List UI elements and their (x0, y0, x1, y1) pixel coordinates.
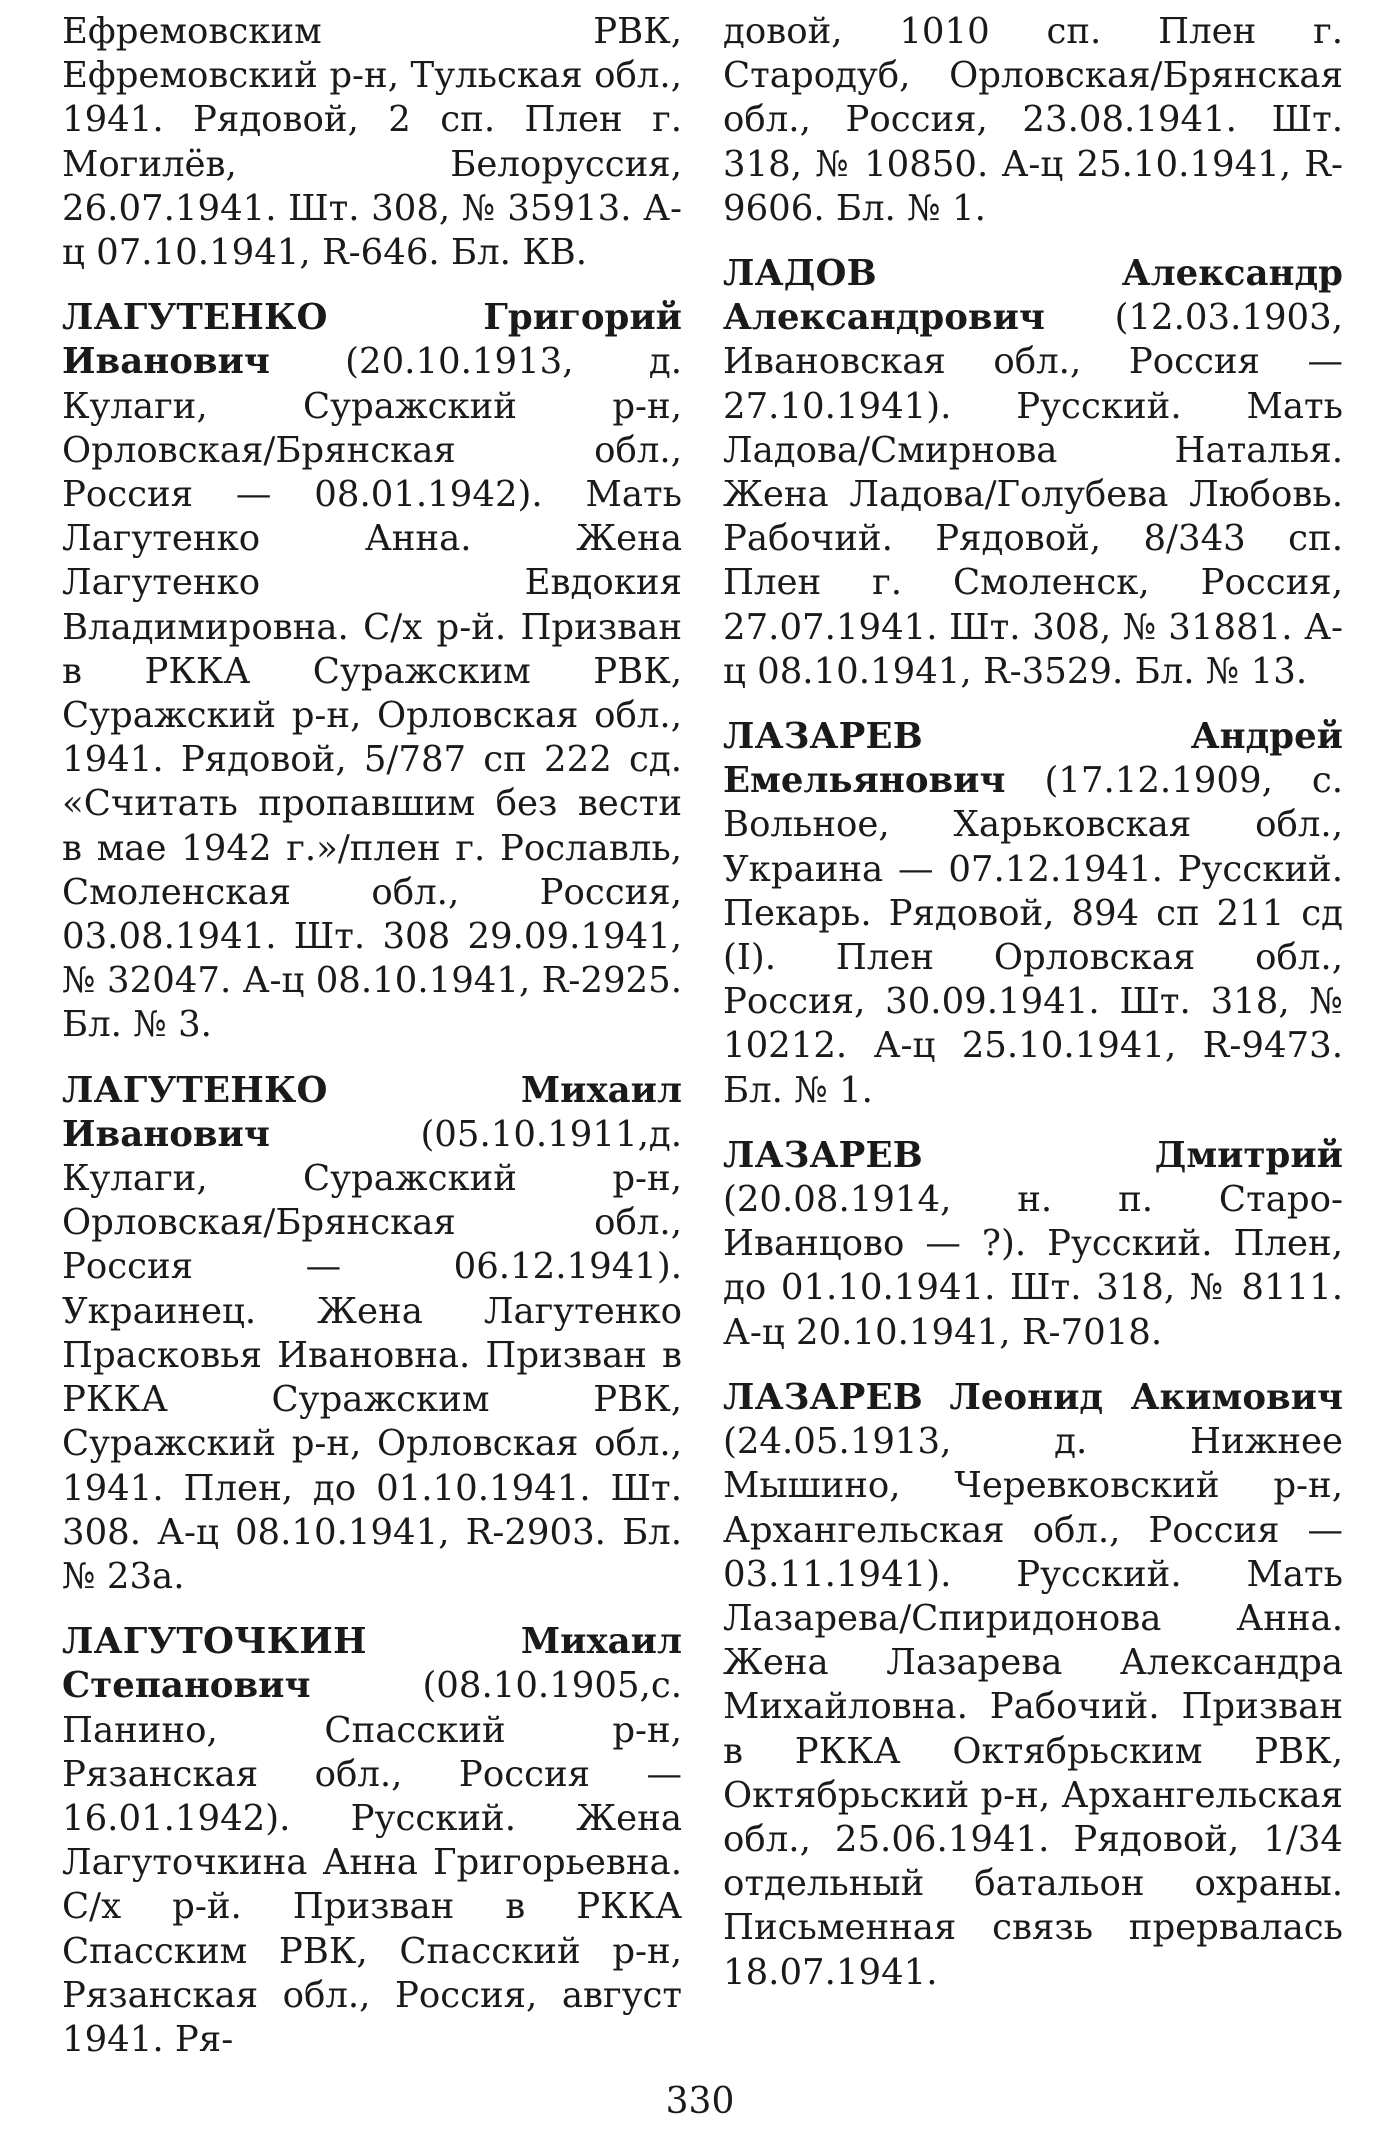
entry-text: (12.03.1903, Ивановская обл., Россия — 27.10.1941). Русский. Мать Ладова/Смирнова Наталья. Жена Ладова/Голубева Любовь. Рабочий. Рядовой, 8/343 сп. Плен г. Смоленск, Россия, 27.07.1941. Шт. 308, № 31881. А-ц 08.10.1941, R-3529. Бл. № 13. (723, 297, 1343, 692)
entry-given-name: Леонид Акимович (949, 1376, 1343, 1418)
entry-lazarev-andrey (723, 715, 1343, 1113)
entry-surname: ЛАЗАРЕВ (723, 1134, 923, 1176)
entry-continuation (62, 10, 682, 275)
entry-lagutochkin-mikhail (62, 1620, 682, 2062)
entry-given-name: Дмитрий (1154, 1134, 1343, 1176)
entry-surname: ЛАГУТОЧКИН (62, 1621, 367, 1663)
entry-surname: ЛАГУТЕНКО (62, 1069, 328, 1111)
right-column (723, 10, 1343, 2016)
entry-given-name: Михаил Степанович (62, 1621, 682, 1707)
entry-surname: ЛАДОВ (723, 253, 877, 295)
entry-surname: ЛАГУТЕНКО (62, 297, 328, 339)
entry-given-name: Григорий Иванович (62, 297, 682, 383)
entry-text: (24.05.1913, д. Нижнее Мышино, Черевковский р-н, Архангельская обл., Россия — 03.11.1941). Русский. Мать Лазарева/Спиридонова Анна. Жена Лазарева Александра Михайловна. Рабочий. Призван в РККА Октябрьским РВК, Октябрьский р-н, Архангельская обл., 25.06.1941. Рядовой, 1/34 отдельный батальон охраны. Письменная связь прервалась 18.07.1941. (723, 1421, 1343, 1993)
entry-surname: ЛАЗАРЕВ (723, 716, 923, 758)
entry-ladov-aleksandr (723, 252, 1343, 694)
entry-continuation (723, 10, 1343, 231)
entry-lagutenko-grigory (62, 296, 682, 1047)
entry-text: довой, 1010 сп. Плен г. Стародуб, Орловская/Брянская обл., Россия, 23.08.1941. Шт. 318, № 10850. А-ц 25.10.1941, R-9606. Бл. № 1. (723, 11, 1343, 229)
entry-text: Ефремовским РВК, Ефремовский р-н, Тульская обл., 1941. Рядовой, 2 сп. Плен г. Могилёв, Белоруссия, 26.07.1941. Шт. 308, № 35913. А-ц 07.10.1941, R-646. Бл. КВ. (62, 11, 682, 274)
entry-given-name: Михаил Иванович (62, 1069, 682, 1155)
left-column (62, 10, 682, 2083)
entry-text: (17.12.1909, с. Вольное, Харьковская обл., Украина — 07.12.1941. Русский. Пекарь. Рядовой, 894 сп 211 сд (I). Плен Орловская обл., Россия, 30.09.1941. Шт. 318, № 10212. А-ц 25.10.1941, R-9473. Бл. № 1. (723, 760, 1343, 1111)
entry-lazarev-leonid (723, 1376, 1343, 1995)
entry-lagutenko-mikhail (62, 1069, 682, 1599)
entry-text: (05.10.1911,д. Кулаги, Суражский р-н, Орловская/Брянская обл., Россия — 06.12.1941). Украинец. Жена Лагутенко Прасковья Ивановна. Призван в РККА Суражским РВК, Суражский р-н, Орловская обл., 1941. Плен, до 01.10.1941. Шт. 308. А-ц 08.10.1941, R-2903. Бл. № 23а. (62, 1113, 682, 1597)
entry-text: (20.10.1913, д. Кулаги, Суражский р-н, Орловская/Брянская обл., Россия — 08.01.1942). Мать Лагутенко Анна. Жена Лагутенко Евдокия Владимировна. С/х р-й. Призван в РККА Суражским РВК, Суражский р-н, Орловская обл., 1941. Рядовой, 5/787 сп 222 сд. «Считать пропавшим без вести в мае 1942 г.»/плен г. Рославль, Смоленская обл., Россия, 03.08.1941. Шт. 308 29.09.1941, № 32047. А-ц 08.10.1941, R-2925. Бл. № 3. (62, 341, 682, 1046)
entry-text: (08.10.1905,с. Панино, Спасский р-н, Рязанская обл., Россия — 16.01.1942). Русский. Жена Лагуточкина Анна Григорьевна. С/х р-й. Призван в РККА Спасским РВК, Спасский р-н, Рязанская обл., Россия, август 1941. Ря- (62, 1665, 682, 2060)
entry-given-name: Андрей Емельянович (723, 716, 1343, 802)
entry-lazarev-dmitry (723, 1134, 1343, 1355)
page-number: 330 (665, 2081, 735, 2122)
entry-given-name: Александр Александрович (723, 253, 1343, 339)
entry-text: (20.08.1914, н. п. Старо-Иванцово — ?). Русский. Плен, до 01.10.1941. Шт. 318, № 8111. А-ц 20.10.1941, R-7018. (723, 1179, 1343, 1353)
entry-surname: ЛАЗАРЕВ (723, 1376, 923, 1418)
